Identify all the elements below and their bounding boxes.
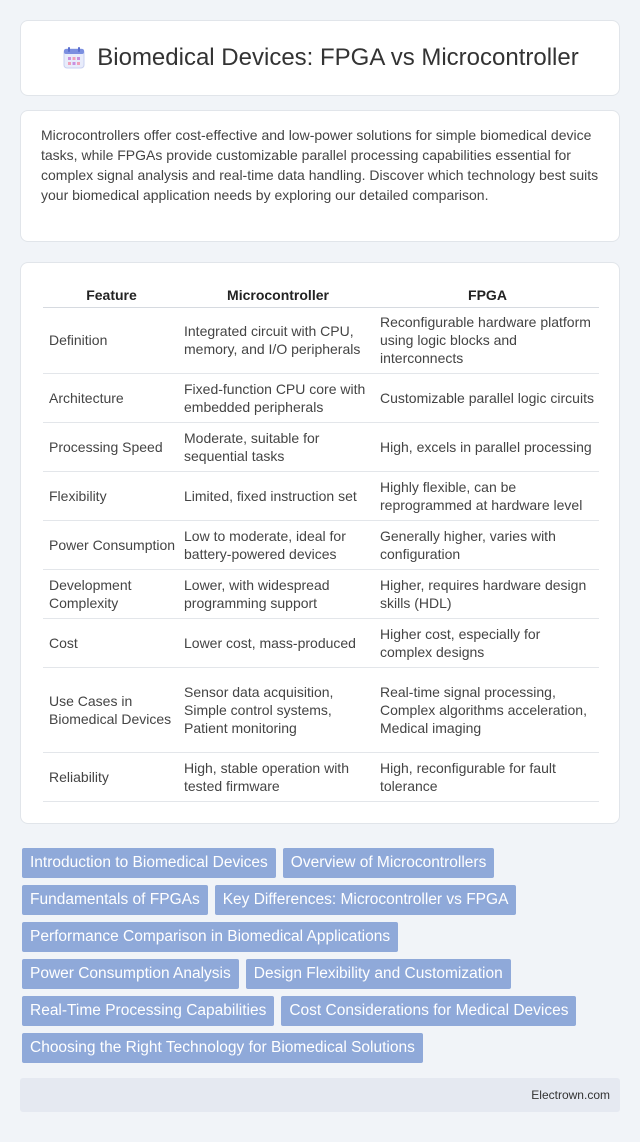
cell-feature: Use Cases in Biomedical Devices xyxy=(43,667,180,752)
cell-fpga: Reconfigurable hardware platform using logic blocks and interconnects xyxy=(376,307,599,373)
link-row xyxy=(22,848,622,878)
cell-fpga: Real-time signal processing, Complex algorithms acceleration, Medical imaging xyxy=(376,667,599,752)
table-row xyxy=(43,422,599,471)
table-card xyxy=(20,262,620,824)
cell-fpga: Higher cost, especially for complex designs xyxy=(376,618,599,667)
cell-feature: Development Complexity xyxy=(43,569,180,618)
cell-microcontroller: Limited, fixed instruction set xyxy=(180,471,376,520)
related-links xyxy=(22,848,622,1070)
title-card xyxy=(20,20,620,96)
link-key-differences[interactable]: Key Differences: Microcontroller vs FPGA xyxy=(215,885,517,915)
cell-feature: Power Consumption xyxy=(43,520,180,569)
link-performance-comparison[interactable]: Performance Comparison in Biomedical Applications xyxy=(22,922,398,952)
cell-feature: Definition xyxy=(43,307,180,373)
cell-feature: Architecture xyxy=(43,373,180,422)
cell-fpga: High, excels in parallel processing xyxy=(376,422,599,471)
table-row xyxy=(43,471,599,520)
cell-microcontroller: High, stable operation with tested firmware xyxy=(180,752,376,801)
table-row xyxy=(43,520,599,569)
link-row xyxy=(22,922,622,952)
table-row xyxy=(43,373,599,422)
link-fundamentals-fpgas[interactable]: Fundamentals of FPGAs xyxy=(22,885,208,915)
link-design-flexibility[interactable]: Design Flexibility and Customization xyxy=(246,959,511,989)
cell-feature: Processing Speed xyxy=(43,422,180,471)
cell-feature: Reliability xyxy=(43,752,180,801)
cell-fpga: Customizable parallel logic circuits xyxy=(376,373,599,422)
link-cost-considerations[interactable]: Cost Considerations for Medical Devices xyxy=(281,996,576,1026)
cell-microcontroller: Fixed-function CPU core with embedded peripherals xyxy=(180,373,376,422)
link-overview-microcontrollers[interactable]: Overview of Microcontrollers xyxy=(283,848,495,878)
header-feature: Feature xyxy=(43,283,180,307)
table-row xyxy=(43,569,599,618)
table-row xyxy=(43,752,599,801)
cell-microcontroller: Sensor data acquisition, Simple control systems, Patient monitoring xyxy=(180,667,376,752)
cell-microcontroller: Moderate, suitable for sequential tasks xyxy=(180,422,376,471)
footer-source[interactable]: Electrown.com xyxy=(531,1088,610,1102)
cell-fpga: Higher, requires hardware design skills (HDL) xyxy=(376,569,599,618)
cell-microcontroller: Low to moderate, ideal for battery-powered devices xyxy=(180,520,376,569)
header-microcontroller: Microcontroller xyxy=(180,283,376,307)
table-row xyxy=(43,307,599,373)
table-body xyxy=(43,307,599,801)
header-fpga: FPGA xyxy=(376,283,599,307)
page-title: Biomedical Devices: FPGA vs Microcontroller xyxy=(97,44,579,71)
cell-feature: Cost xyxy=(43,618,180,667)
table-header-row xyxy=(43,283,599,307)
cell-microcontroller: Lower, with widespread programming support xyxy=(180,569,376,618)
cell-fpga: Highly flexible, can be reprogrammed at hardware level xyxy=(376,471,599,520)
link-row xyxy=(22,1033,622,1063)
cell-microcontroller: Lower cost, mass-produced xyxy=(180,618,376,667)
cell-fpga: Generally higher, varies with configuration xyxy=(376,520,599,569)
link-row xyxy=(22,996,622,1026)
intro-card xyxy=(20,110,620,242)
comparison-table xyxy=(43,283,599,802)
table-row xyxy=(43,618,599,667)
title-wrap xyxy=(61,44,578,72)
cell-feature: Flexibility xyxy=(43,471,180,520)
footer xyxy=(20,1078,620,1112)
link-row xyxy=(22,959,622,989)
cell-fpga: High, reconfigurable for fault tolerance xyxy=(376,752,599,801)
link-power-consumption[interactable]: Power Consumption Analysis xyxy=(22,959,239,989)
link-row xyxy=(22,885,622,915)
cell-microcontroller: Integrated circuit with CPU, memory, and I/O peripherals xyxy=(180,307,376,373)
link-introduction[interactable]: Introduction to Biomedical Devices xyxy=(22,848,276,878)
calendar-icon xyxy=(61,45,87,71)
table-row xyxy=(43,667,599,752)
link-choosing-technology[interactable]: Choosing the Right Technology for Biomedical Solutions xyxy=(22,1033,423,1063)
link-real-time-processing[interactable]: Real-Time Processing Capabilities xyxy=(22,996,274,1026)
intro-text: Microcontrollers offer cost-effective and low-power solutions for simple biomedical device tasks, while FPGAs provide customizable parallel processing capabilities essential for complex signal analysis and real-time data handling. Discover which technology best suits your biomedical application needs by exploring our detailed comparison. xyxy=(41,127,599,203)
